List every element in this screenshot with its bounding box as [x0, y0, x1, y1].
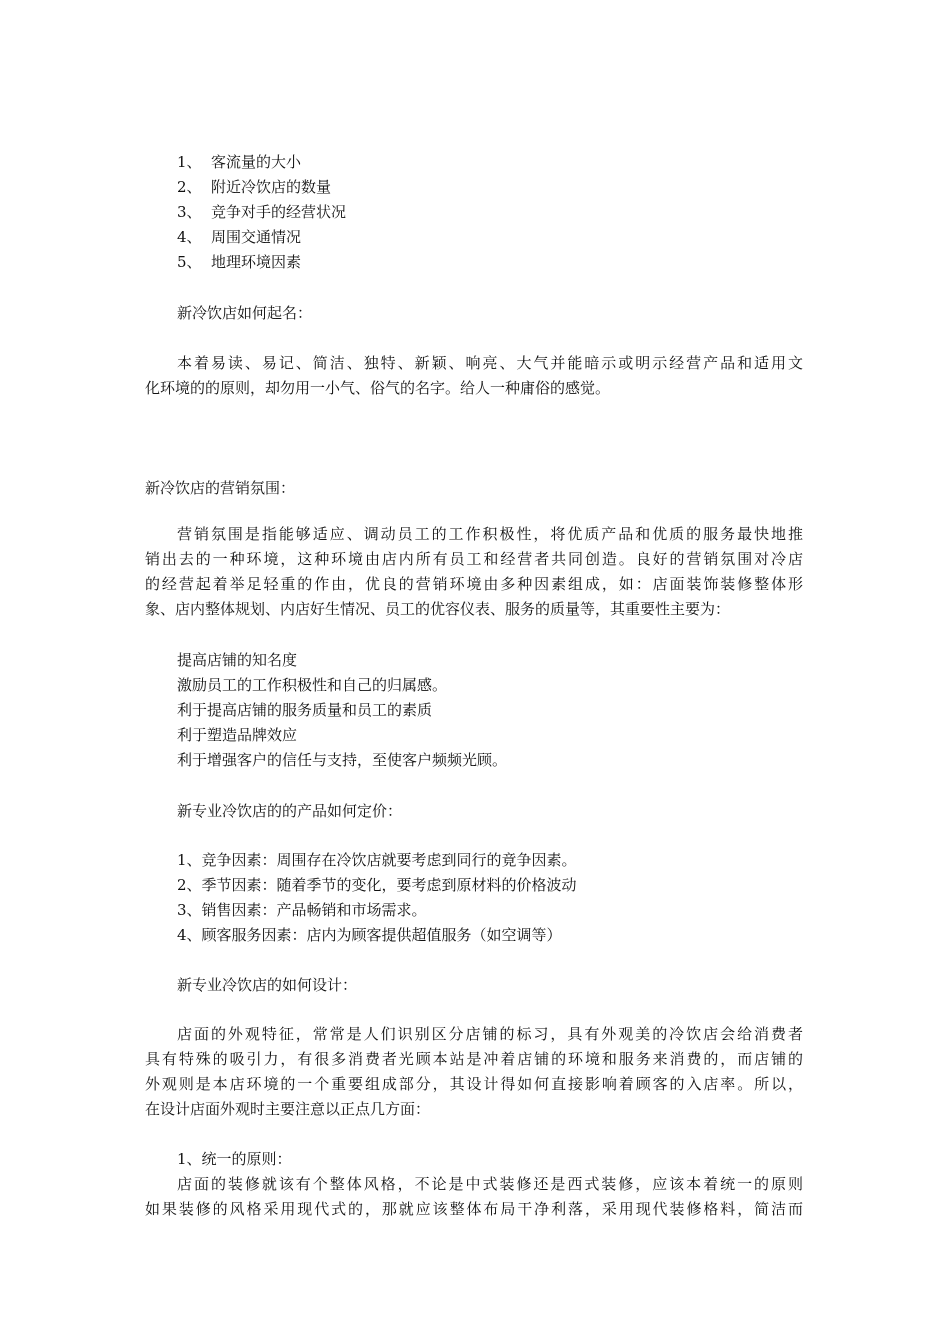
list-item: 1、 客流量的大小 [177, 153, 302, 171]
section-heading-naming: 新冷饮店如何起名： [177, 304, 313, 322]
section-heading-atmosphere: 新冷饮店的营销氛围： [145, 479, 296, 497]
paragraph-line: 本着易读、易记、简洁、独特、新颖、响亮、大气并能暗示或明示经营产品和适用文 [177, 354, 803, 372]
list-item: 4、顾客服务因素：店内为顾客提供超值服务（如空调等） [177, 926, 562, 944]
paragraph-line: 的经营起着举足轻重的作由，优良的营销环境由多种因素组成，如：店面装饰装修整体形 [145, 575, 803, 593]
paragraph-line: 如果装修的风格采用现代式的，那就应该整体布局干净利落，采用现代装修格料，简洁而 [145, 1200, 803, 1218]
list-item: 提高店铺的知名度 [177, 651, 298, 669]
paragraph-line: 店面的装修就该有个整体风格，不论是中式装修还是西式装修，应该本着统一的原则 [177, 1175, 803, 1193]
list-item: 4、 周围交通情况 [177, 228, 302, 246]
list-item: 3、销售因素：产品畅销和市场需求。 [177, 901, 427, 919]
paragraph-line: 象、店内整体规划、内店好生情况、员工的优容仪表、服务的质量等，其重要性主要为： [145, 600, 731, 618]
paragraph-line: 店面的外观特征，常常是人们识别区分店铺的标习，具有外观美的冷饮店会给消费者 [177, 1025, 803, 1043]
list-item: 3、 竞争对手的经营状况 [177, 203, 347, 221]
list-item: 2、季节因素：随着季节的变化，要考虑到原材料的价格波动 [177, 876, 577, 894]
list-item: 1、竞争因素：周围存在冷饮店就要考虑到同行的竟争因素。 [177, 851, 577, 869]
list-item: 5、 地理环境因素 [177, 253, 302, 271]
section-heading-pricing: 新专业冷饮店的的产品如何定价： [177, 802, 403, 820]
section-heading-design: 新专业冷饮店的如何设计： [177, 976, 358, 994]
subheading-principle: 1、统一的原则： [177, 1150, 292, 1168]
paragraph-line: 营销氛围是指能够适应、调动员工的工作积极性，将优质产品和优质的服务最快地推 [177, 525, 803, 543]
list-item: 利于增强客户的信任与支持，至使客户频频光顾。 [177, 751, 508, 769]
list-item: 2、 附近冷饮店的数量 [177, 178, 332, 196]
paragraph-line: 在设计店面外观时主要注意以正点几方面： [145, 1100, 431, 1118]
list-item: 利于塑造品牌效应 [177, 726, 298, 744]
paragraph-line: 销出去的一种环境，这种环境由店内所有员工和经营者共同创造。良好的营销氛围对冷店 [145, 550, 803, 568]
list-item: 利于提高店铺的服务质量和员工的素质 [177, 701, 433, 719]
paragraph-line: 外观则是本店环境的一个重要组成部分，其设计得如何直接影响着顾客的入店率。所以， [145, 1075, 803, 1093]
paragraph-line: 化环境的的原则，却勿用一小气、俗气的名字。给人一种庸俗的感觉。 [145, 379, 611, 397]
list-item: 激励员工的工作积极性和自己的归属感。 [177, 676, 448, 694]
paragraph-line: 具有特殊的吸引力，有很多消费者光顾本站是冲着店铺的环境和服务来消费的，而店铺的 [145, 1050, 803, 1068]
